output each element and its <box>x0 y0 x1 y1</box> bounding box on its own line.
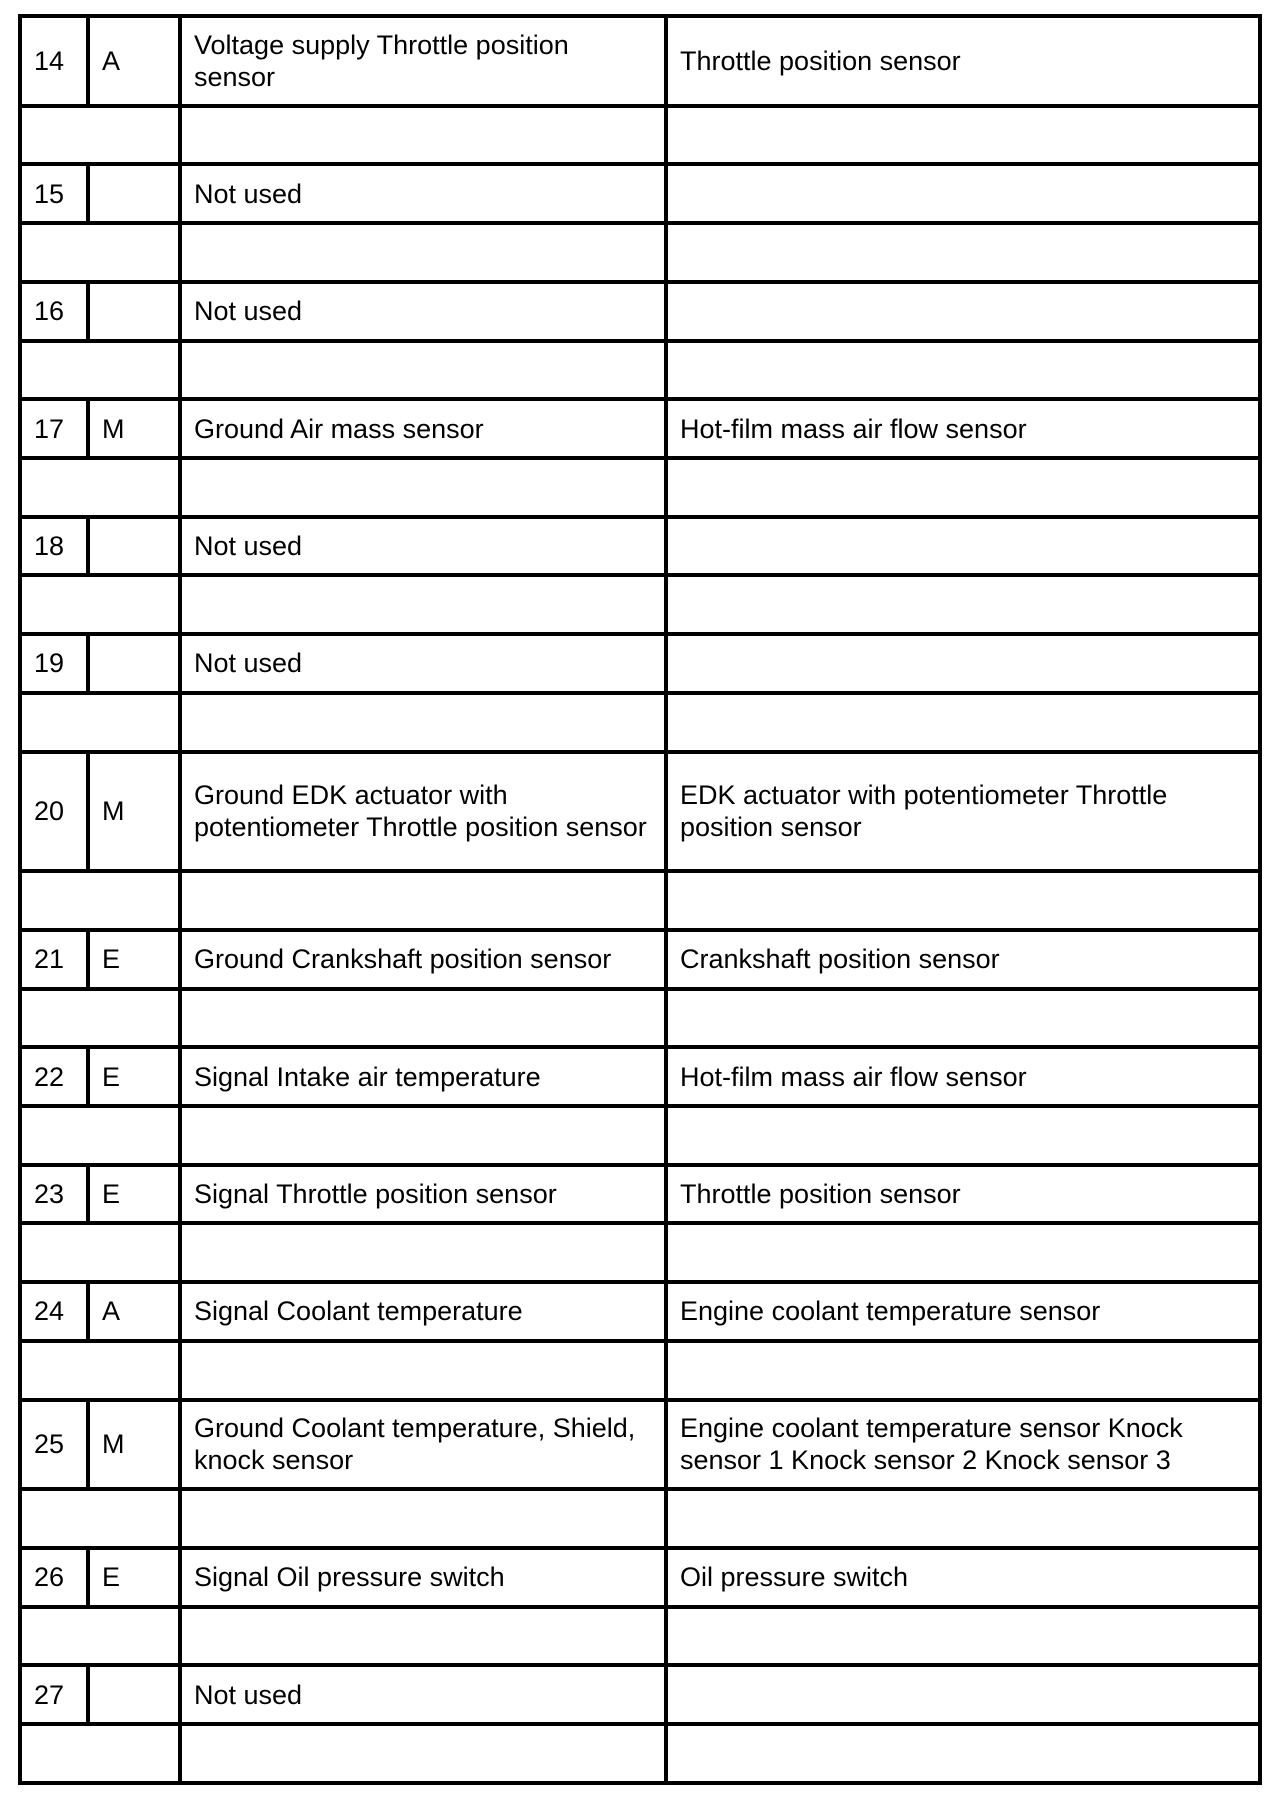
pin-io-type: E <box>88 930 180 989</box>
pin-description: Not used <box>180 634 666 693</box>
spacer-cell <box>666 1489 1260 1548</box>
pin-row <box>20 930 1260 989</box>
spacer-cell <box>666 1724 1260 1783</box>
pin-component: EDK actuator with potentiometer Throttle position sensor <box>666 752 1260 872</box>
spacer-cell <box>20 1489 180 1548</box>
spacer-row <box>20 341 1260 400</box>
spacer-cell <box>180 458 666 517</box>
pin-row <box>20 517 1260 576</box>
pin-io-type: A <box>88 1282 180 1341</box>
pin-description: Voltage supply Throttle position sensor <box>180 16 666 106</box>
pin-row <box>20 1400 1260 1490</box>
spacer-cell <box>666 1607 1260 1666</box>
pin-description: Signal Coolant temperature <box>180 1282 666 1341</box>
pin-number: 20 <box>20 752 88 872</box>
pin-component: Hot-film mass air flow sensor <box>666 399 1260 458</box>
pin-io-type: E <box>88 1165 180 1224</box>
pin-row <box>20 1548 1260 1607</box>
pin-component: Engine coolant temperature sensor <box>666 1282 1260 1341</box>
spacer-row <box>20 693 1260 752</box>
pin-row <box>20 1047 1260 1106</box>
pin-io-type <box>88 634 180 693</box>
spacer-cell <box>180 871 666 930</box>
pin-number: 22 <box>20 1047 88 1106</box>
spacer-cell <box>666 1341 1260 1400</box>
spacer-cell <box>180 1724 666 1783</box>
spacer-cell <box>20 575 180 634</box>
spacer-cell <box>666 1106 1260 1165</box>
pin-number: 21 <box>20 930 88 989</box>
pin-component: Throttle position sensor <box>666 16 1260 106</box>
pin-row <box>20 282 1260 341</box>
pin-number: 25 <box>20 1400 88 1490</box>
pin-io-type: A <box>88 16 180 106</box>
pin-table-body <box>20 16 1260 1783</box>
pin-number: 23 <box>20 1165 88 1224</box>
pin-number: 16 <box>20 282 88 341</box>
pin-row <box>20 752 1260 872</box>
pin-number: 18 <box>20 517 88 576</box>
pin-description: Signal Throttle position sensor <box>180 1165 666 1224</box>
spacer-row <box>20 106 1260 165</box>
pin-io-type: E <box>88 1548 180 1607</box>
spacer-cell <box>666 341 1260 400</box>
spacer-cell <box>20 693 180 752</box>
pin-number: 19 <box>20 634 88 693</box>
pin-description: Signal Oil pressure switch <box>180 1548 666 1607</box>
pin-component <box>666 282 1260 341</box>
pin-component: Crankshaft position sensor <box>666 930 1260 989</box>
pin-description: Signal Intake air temperature <box>180 1047 666 1106</box>
pin-number: 24 <box>20 1282 88 1341</box>
pin-number: 17 <box>20 399 88 458</box>
spacer-cell <box>180 1223 666 1282</box>
spacer-cell <box>20 1223 180 1282</box>
spacer-row <box>20 1223 1260 1282</box>
spacer-cell <box>20 341 180 400</box>
pin-row <box>20 1165 1260 1224</box>
pin-description: Not used <box>180 517 666 576</box>
pin-component <box>666 517 1260 576</box>
spacer-cell <box>666 458 1260 517</box>
spacer-cell <box>666 106 1260 165</box>
pin-number: 27 <box>20 1665 88 1724</box>
spacer-cell <box>20 106 180 165</box>
spacer-cell <box>666 989 1260 1048</box>
spacer-cell <box>180 575 666 634</box>
pin-row <box>20 1665 1260 1724</box>
spacer-cell <box>666 575 1260 634</box>
spacer-cell <box>180 989 666 1048</box>
pin-component <box>666 1665 1260 1724</box>
pin-description: Not used <box>180 1665 666 1724</box>
spacer-cell <box>666 871 1260 930</box>
spacer-cell <box>20 1724 180 1783</box>
spacer-row <box>20 1341 1260 1400</box>
pin-number: 26 <box>20 1548 88 1607</box>
spacer-row <box>20 223 1260 282</box>
pin-row <box>20 399 1260 458</box>
pin-io-type <box>88 282 180 341</box>
spacer-row <box>20 1724 1260 1783</box>
pin-component: Throttle position sensor <box>666 1165 1260 1224</box>
pin-description: Not used <box>180 282 666 341</box>
pin-assignment-page <box>18 14 1262 1785</box>
spacer-cell <box>180 106 666 165</box>
pin-number: 14 <box>20 16 88 106</box>
spacer-cell <box>666 1223 1260 1282</box>
spacer-row <box>20 1489 1260 1548</box>
pin-row <box>20 16 1260 106</box>
pin-component: Oil pressure switch <box>666 1548 1260 1607</box>
spacer-cell <box>20 458 180 517</box>
pin-description: Ground Crankshaft position sensor <box>180 930 666 989</box>
pin-io-type: M <box>88 399 180 458</box>
pin-io-type <box>88 517 180 576</box>
pin-io-type: M <box>88 1400 180 1490</box>
pin-io-type <box>88 1665 180 1724</box>
spacer-row <box>20 989 1260 1048</box>
spacer-cell <box>180 223 666 282</box>
pin-description: Ground EDK actuator with potentiometer Throttle position sensor <box>180 752 666 872</box>
pin-row <box>20 164 1260 223</box>
pin-description: Ground Air mass sensor <box>180 399 666 458</box>
spacer-cell <box>20 989 180 1048</box>
pin-description: Ground Coolant temperature, Shield, knock sensor <box>180 1400 666 1490</box>
spacer-row <box>20 458 1260 517</box>
pin-component <box>666 164 1260 223</box>
pin-component: Engine coolant temperature sensor Knock sensor 1 Knock sensor 2 Knock sensor 3 <box>666 1400 1260 1490</box>
spacer-cell <box>180 1106 666 1165</box>
spacer-row <box>20 871 1260 930</box>
spacer-cell <box>666 693 1260 752</box>
pin-number: 15 <box>20 164 88 223</box>
spacer-cell <box>20 1106 180 1165</box>
spacer-row <box>20 575 1260 634</box>
spacer-cell <box>180 1341 666 1400</box>
spacer-row <box>20 1607 1260 1666</box>
pin-component <box>666 634 1260 693</box>
pin-description: Not used <box>180 164 666 223</box>
pin-io-type <box>88 164 180 223</box>
pin-io-type: E <box>88 1047 180 1106</box>
spacer-row <box>20 1106 1260 1165</box>
spacer-cell <box>666 223 1260 282</box>
pin-component: Hot-film mass air flow sensor <box>666 1047 1260 1106</box>
pin-row <box>20 1282 1260 1341</box>
spacer-cell <box>180 693 666 752</box>
spacer-cell <box>20 223 180 282</box>
spacer-cell <box>20 1341 180 1400</box>
spacer-cell <box>20 1607 180 1666</box>
pin-row <box>20 634 1260 693</box>
spacer-cell <box>20 871 180 930</box>
pin-assignment-table <box>18 14 1262 1785</box>
pin-io-type: M <box>88 752 180 872</box>
spacer-cell <box>180 341 666 400</box>
spacer-cell <box>180 1607 666 1666</box>
spacer-cell <box>180 1489 666 1548</box>
